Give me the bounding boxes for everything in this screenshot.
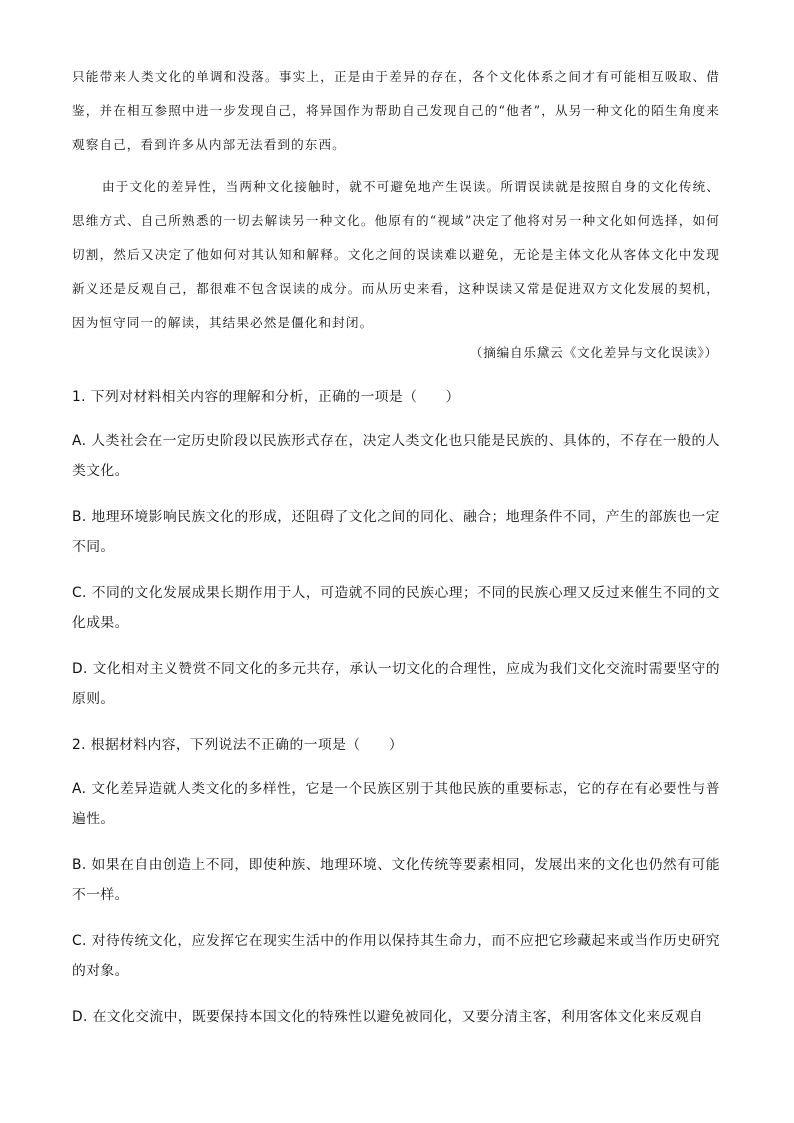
question-2-option-c: C. 对待传统文化，应发挥它在现实生活中的作用以保持其生命力，而不应把它珍藏起来或当作历史研究的对象。 (72, 933, 720, 979)
passage-paragraph-1: 只能带来人类文化的单调和没落。事实上，正是由于差异的存在，各个文化体系之间才有可能相互吸取、借鉴，并在相互参照中进一步发现自己，将异国作为帮助自己发现自己的“他者”，从另一种文化的陌生角度来观察自己，看到许多从内部无法看到的东西。 (72, 69, 720, 152)
question-1-option-d: D. 文化相对主义赞赏不同文化的多元共存，承认一切文化的合理性，应成为我们文化交流时需要坚守的原则。 (72, 661, 720, 707)
question-1-option-c: C. 不同的文化发展成果长期作用于人，可造就不同的民族心理；不同的民族心理又反过来催生不同的文化成果。 (72, 585, 720, 631)
question-2-option-d: D. 在文化交流中，既要保持本国文化的特殊性以避免被同化，又要分清主客，利用客体文化来反观自 (72, 1009, 704, 1025)
question-1-option-b: B. 地理环境影响民族文化的形成，还阻碍了文化之间的同化、融合；地理条件不同，产生的部族也一定不同。 (72, 509, 720, 555)
passage-paragraph-2: 由于文化的差异性，当两种文化接触时，就不可避免地产生误读。所谓误读就是按照自身的文化传统、思维方式、自己所熟悉的一切去解读另一种文化。他原有的“视域”决定了他将对另一种文化如何选择，如何切割，然后又决定了他如何对其认知和解释。文化之间的误读难以避免，无论是主体文化从客体文化中发现新义还是反观自己，都很难不包含误读的成分。而从历史来看，这种误读又常是促进双方文化发展的契机，因为恒守同一的解读，其结果必然是僵化和封闭。 (72, 179, 720, 330)
question-2-option-a: A. 文化差异造就人类文化的多样性，它是一个民族区别于其他民族的重要标志，它的存在有必要性与普遍性。 (72, 781, 720, 827)
question-1-option-a: A. 人类社会在一定历史阶段以民族形式存在，决定人类文化也只能是民族的、具体的，不存在一般的人类文化。 (72, 433, 720, 479)
question-1-stem: 1. 下列对材料相关内容的理解和分析，正确的一项是（ ） (72, 389, 460, 405)
question-2-option-b: B. 如果在自由创造上不同，即使种族、地理环境、文化传统等要素相同，发展出来的文化也仍然有可能不一样。 (72, 857, 720, 903)
passage-source-citation: （摘编自乐黛云《文化差异与文化误读》） (469, 345, 718, 360)
question-2-stem: 2. 根据材料内容，下列说法不正确的一项是（ ） (72, 737, 404, 753)
